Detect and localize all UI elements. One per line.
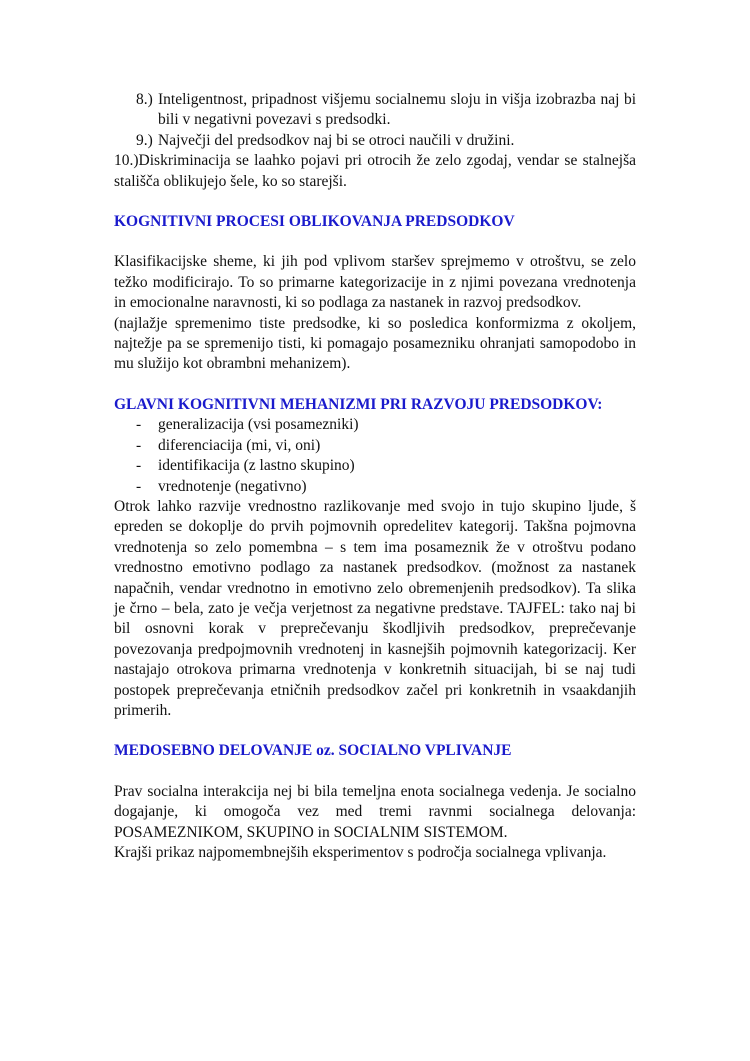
list-number: 10.) [114, 152, 139, 170]
list-item [114, 131, 636, 151]
document-page [114, 90, 652, 863]
paragraph: Otrok lahko razvije vrednostno razlikovanje med svojo in tujo skupino ljude, š epreden se dokoplje do prvih pojmovnih opredelitev kategorij. Takšna pojmovna vrednotenja so zelo pomembna – s tem ima posameznik že v otroštvu podano vrednostno emotivno podlago za nastanek predsodkov. (možnost za nastanek napačnih, vendar vrednotno in emotivno zelo obremenjenih predsodkov). Ta slika je črno – bela, zato je večja verjetnost za negativne predstave. TAJFEL: tako naj bi bil osnovni korak v preprečevanju škodljivih predsodkov, preprečevanje povezovanja predpojmovnih vrednotenj in kasnejših pojmovnih kategorizacij. Ker nastajajo otrokova primarna vrednotenja v konkretnih situacijah, bi se naj tudi postopek preprečevanja etničnih predsodkov začel pri konkretnih in vsaakdanjih primerih. [114, 497, 636, 719]
list-item [114, 415, 636, 435]
list-item-text: Diskriminacija se laahko pojavi pri otrocih že zelo zgodaj, vendar se stalnejša stališča oblikujejo šele, ko so starejši. [114, 152, 652, 190]
list-number: 9.) [136, 131, 153, 149]
list-item-text: Največji del predsodkov naj bi se otroci naučili v družini. [158, 131, 515, 149]
list-item-text: vrednotenje (negativno) [158, 477, 307, 495]
paragraph: Klasifikacijske sheme, ki jih pod vplivom staršev sprejmemo v otroštvu, se zelo težko modificirajo. To so primarne kategorizacije in z njimi povezana vrednotenja in emocionalne naravnosti, ki so podlaga za nastanek in razvoj predsodkov. [114, 253, 636, 312]
mechanisms-list [114, 415, 636, 497]
section-heading-cognitive-mechanisms: GLAVNI KOGNITIVNI MEHANIZMI PRI RAZVOJU PREDSODKOV: [114, 395, 603, 413]
dash-bullet: - [136, 477, 142, 495]
list-item-text: identifikacija (z lastno skupino) [158, 457, 355, 475]
list-item [114, 436, 636, 456]
list-item [114, 151, 652, 192]
numbered-list [114, 90, 652, 192]
list-number: 8.) [136, 91, 153, 108]
list-item-text: diferenciacija (mi, vi, oni) [158, 436, 321, 454]
dash-bullet: - [136, 436, 142, 454]
section-heading-social-influence: MEDOSEBNO DELOVANJE oz. SOCIALNO VPLIVANJE [114, 742, 512, 760]
list-item-text: Inteligentnost, pripadnost višjemu socialnemu sloju in višja izobrazba naj bi bili v negativni povezavi s predsodki. [158, 91, 636, 129]
list-item [114, 477, 636, 497]
dash-bullet: - [136, 457, 142, 475]
list-item [114, 90, 636, 131]
paragraph: Krajši prikaz najpomembnejših eksperimentov s področja socialnega vplivanja. [114, 844, 607, 861]
paragraph: (najlažje spremenimo tiste predsodke, ki so posledica konformizma z okoljem, najtežje pa se spremenijo tisti, ki pomagajo posamezniku ohranjati samopodobo in mu služijo kot obrambni mehanizem). [114, 314, 636, 373]
dash-bullet: - [136, 416, 142, 434]
list-item-text: generalizacija (vsi posamezniki) [158, 416, 359, 434]
section-heading-cognitive-processes: KOGNITIVNI PROCESI OBLIKOVANJA PREDSODKOV [114, 213, 515, 231]
list-item [114, 456, 636, 476]
paragraph: Prav socialna interakcija nej bi bila temeljna enota socialnega vedenja. Je socialno dogajanje, ki omogoča vez med tremi ravnmi socialnega delovanja: POSAMEZNIKOM, SKUPINO in SOCIALNIM SISTEMOM. [114, 782, 636, 841]
